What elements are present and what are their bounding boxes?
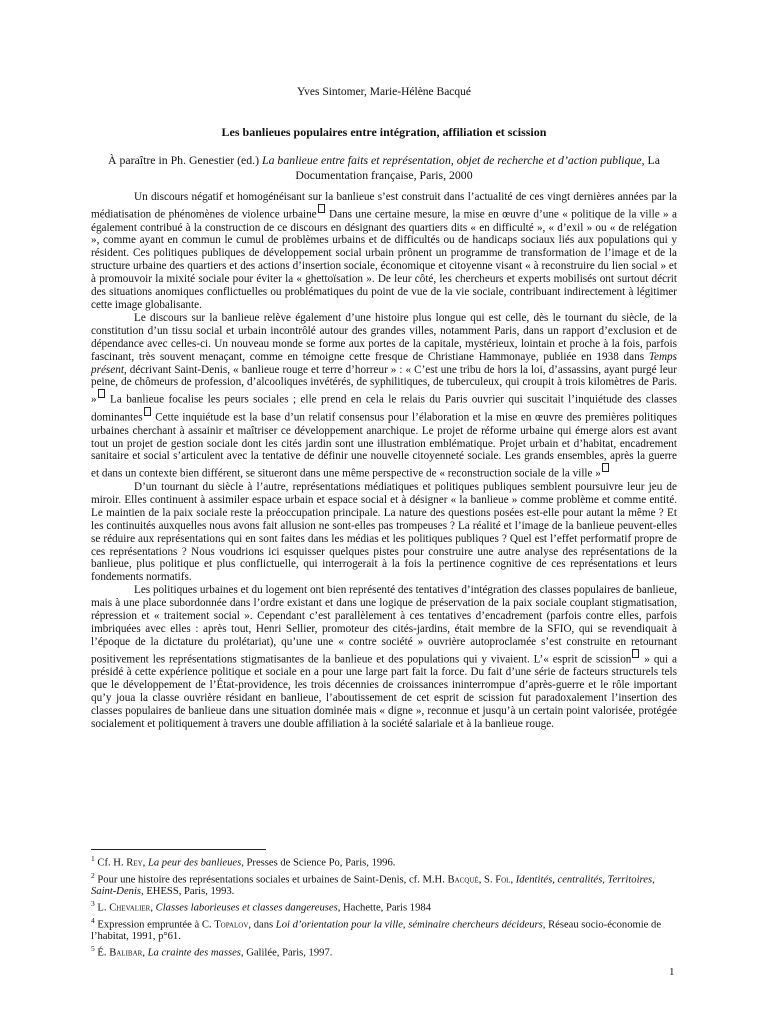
footnote-text: ,: [142, 947, 148, 959]
footnote-text: , Hachette, Paris 1984: [337, 902, 431, 914]
footnote-text: , EHESS, Paris, 1993.: [141, 886, 235, 898]
footnote-text: ,: [150, 902, 156, 914]
paragraph-text: Un discours négatif et homogénéisant sur la banlieue s’est construit dans l’actualité de ces vingt dernières années par la médiatisation de phénomènes de violence urbaine: [91, 191, 677, 221]
footnote: [91, 853, 677, 870]
paragraph-1: [91, 191, 677, 312]
footnote-author: Chevalier: [109, 902, 151, 914]
footnote-text: , Galilée, Paris, 1997.: [240, 947, 333, 959]
footnote-ref-4[interactable]: [602, 463, 609, 472]
paragraph-text: , décrivant Saint-Denis, « banlieue rouge et terre d’horreur » : « C’est une tribu de hors la loi, d’assassins, ayant purgé leur peine, de chômeurs de profession, d’alcooliques invétérés, de syphilitiques, de tuberculeux, qui croupit à trois kilomètres de Paris. »: [91, 363, 677, 407]
footnote-number: 3: [91, 899, 95, 909]
paragraph-4: [91, 584, 677, 731]
source-prefix: À paraître in Ph. Genestier (ed.): [108, 153, 263, 167]
authors-line: Yves Sintomer, Marie-Hélène Bacqué: [296, 86, 472, 98]
book-title: La banlieue entre faits et représentation, objet de recherche et d’action publique: [262, 153, 642, 167]
document-title: Les banlieues populaires entre intégration, affiliation et scission: [221, 125, 547, 139]
page-number: 1: [669, 966, 675, 978]
paragraph-text: » qui a présidé à cette expérience politique et sociale en a pour une large part fait la force. Du fait d’une série de facteurs structurels tels que le développement de l’État-providence, les trois décennies de croissances ininterrompue d’après-guerre et le rôle important qu’y joua la classe ouvrière résidant en banlieue, l’aboutissement de cet esprit de scission fut paradoxalement l’insertion des classes populaires de banlieue dans une situation dominée mais « digne », reconnue et jusqu’à un certain point valorisée, protégée socialement et politiquement à travers une double affiliation à la société salariale et à la banlieue rouge.: [91, 653, 677, 731]
footnote-text: Cf. H.: [97, 857, 127, 869]
footnote-number: 2: [91, 870, 95, 880]
paragraph-3: D’un tournant du siècle à l’autre, représentations médiatiques et politiques publiques semblent poursuivre leur jeu de miroir. Elles continuent à assimiler espace urbain et espace social et à désigner « la banlieue » comme problème et comme entité. Le maintien de la paix sociale reste la préoccupation principale. La nature des questions posées est-elle pour autant la même ? Et les continuités auxquelles nous avons fait allusion ne sont-elles pas trompeuses ? La réalité et l’image de la banlieue peuvent-elles se réduire aux représentations qui en sont faites dans les médias et les politiques publiques ? Quel est l’effet performatif propre de ces représentations ? Nous voudrions ici esquisser quelques pistes pour construire une autre analyse des représentations de la banlieue, plus politique et plus conflictuelle, qui interrogerait à la fois la pertinence cognitive de ces représentations et leurs fondements normatifs.: [91, 480, 677, 584]
footnote-ref-1[interactable]: [318, 204, 325, 213]
paragraph-text: Dans une certaine mesure, la mise en œuvre d’une « politique de la ville » a également contribué à la construction de ce discours en désignant des quartiers dits « en difficulté », « d’exil » ou « de relégation », comme ayant en commun le cumul de problèmes urbains et de difficultés ou de handicaps sociaux liés aux populations qui y résident. Ces politiques publiques de développement social urbain prônent un programme de transformation de l’image et de la structure urbaine des quartiers et des actions d’insertion sociale, économique et citoyenne visant « à reconstruire du lien social » et à promouvoir la mixité sociale pour éviter la « ghettoïsation ». De leur côté, les chercheurs et experts mobilisés ont surtout décrit des situations anomiques conflictuelles ou problématiques du point de vue de la vie sociale, contribuant indirectement à légitimer cette image globalisante.: [91, 208, 677, 311]
source-suffix: , La Documentation française, Paris, 2000: [295, 153, 660, 182]
footnote-text: É.: [97, 947, 110, 959]
footnote-text: Pour une histoire des représentations sociales et urbaines de Saint-Denis, cf. M.H.: [97, 874, 448, 886]
footnotes: [91, 853, 677, 960]
footnote-author: Fol: [495, 874, 511, 886]
body-text: [91, 191, 677, 731]
footnote: [91, 943, 677, 960]
footnote-text: ,: [142, 857, 148, 869]
footnote-author: Topalov: [214, 919, 249, 931]
paragraph-text: La banlieue focalise les peurs sociales ; elle prend en cela le relais du Paris ouvrier qui suscitait l’inquiétude des classes dominantes: [91, 394, 677, 424]
footnote-title: La peur des banlieues: [147, 857, 242, 869]
publication-source: [91, 153, 677, 183]
footnote-ref-2[interactable]: [98, 389, 105, 398]
footnote-text: , dans: [248, 919, 276, 931]
footnote-title: La crainte des masses: [147, 947, 241, 959]
paragraph-text: Le discours sur la banlieue relève également d’une histoire plus longue qui est celle, dès le tournant du siècle, de la constitution d’un tissu social et urbain incontrôlé autour des grandes villes, notamment Paris, dans un rapport d’exclusion et de dépendance avec celles-ci. Un nouveau monde se forme aux portes de la capitale, mystérieux, lointain et proche à la fois, parfois fascinant, très souvent menaçant, comme en témoigne cette fresque de Christiane Hammonaye, publiée en 1938 dans: [91, 311, 677, 363]
paragraph-2: [91, 312, 677, 481]
paragraph-text: Cette inquiétude est la base d’un relatif consensus pour l’élaboration et la mise en œuvre des premières politiques urbaines cherchant à assainir et maîtriser ce développement anarchique. Le projet de réforme urbaine qui émerge alors est avant tout un projet de gestion sociale dont les cités jardin sont une illustration emblématique. Projet urbain et d’habitat, encadrement sanitaire et social s’articulent avec la tentative de définir une nouvelle citoyenneté sociale. Les grands ensembles, après la guerre et dans un contexte bien différent, se situeront dans une même perspective de « reconstruction sociale de la ville »: [91, 411, 677, 481]
footnote-text: Expression empruntée à C.: [97, 919, 215, 931]
footnote-author: Rey: [126, 857, 143, 869]
footnote-author: Bacqué: [447, 874, 479, 886]
footnote-author: Balibar: [109, 947, 143, 959]
footnote-separator: [91, 849, 266, 850]
footnote-text: L.: [97, 902, 110, 914]
footnote-title: Classes laborieuses et classes dangereuses: [155, 902, 338, 914]
footnote-ref-5[interactable]: [632, 649, 639, 658]
footnote-text: ,: [510, 874, 516, 886]
periodical-title: Temps présent: [91, 350, 677, 376]
footnote: [91, 870, 677, 899]
footnote: [91, 898, 677, 915]
footnote-text: , S.: [478, 874, 496, 886]
footnote-title: Loi d’orientation pour la ville, séminaire chercheurs décideurs: [275, 919, 543, 931]
footnote-title: Identités, centralités, Territoires, Saint-Denis: [91, 874, 655, 898]
footnote-number: 4: [91, 915, 95, 925]
footnote: [91, 915, 677, 944]
paragraph-text: Les politiques urbaines et du logement ont bien représenté des tentatives d’intégration des classes populaires de banlieue, mais à une place subordonnée dans l’ordre existant et dans une logique de préservation de la paix sociale couplant stigmatisation, répression et « traitement social ». Cependant c’est parallèlement à ces tentatives d’encadrement (parfois contre elles, parfois imbriquées avec elles : après tout, Henri Sellier, promoteur des cités-jardins, était membre de la SFIO, qui se revendiquait à l’époque de la dictature du prolétariat), qu’une une « contre société » ouvrière autoproclamée s’est construite en retournant positivement les représentations stigmatisantes de la banlieue et des populations qui y vivaient. L’« esprit de scission: [91, 584, 677, 666]
footnote-text: , Réseau socio-économie de l’habitat, 1991, p°61.: [91, 919, 662, 943]
footnote-text: , Presses de Science Po, Paris, 1996.: [241, 857, 396, 869]
footnote-number: 5: [91, 944, 95, 954]
footnote-number: 1: [91, 854, 95, 863]
footnote-ref-3[interactable]: [144, 407, 151, 416]
